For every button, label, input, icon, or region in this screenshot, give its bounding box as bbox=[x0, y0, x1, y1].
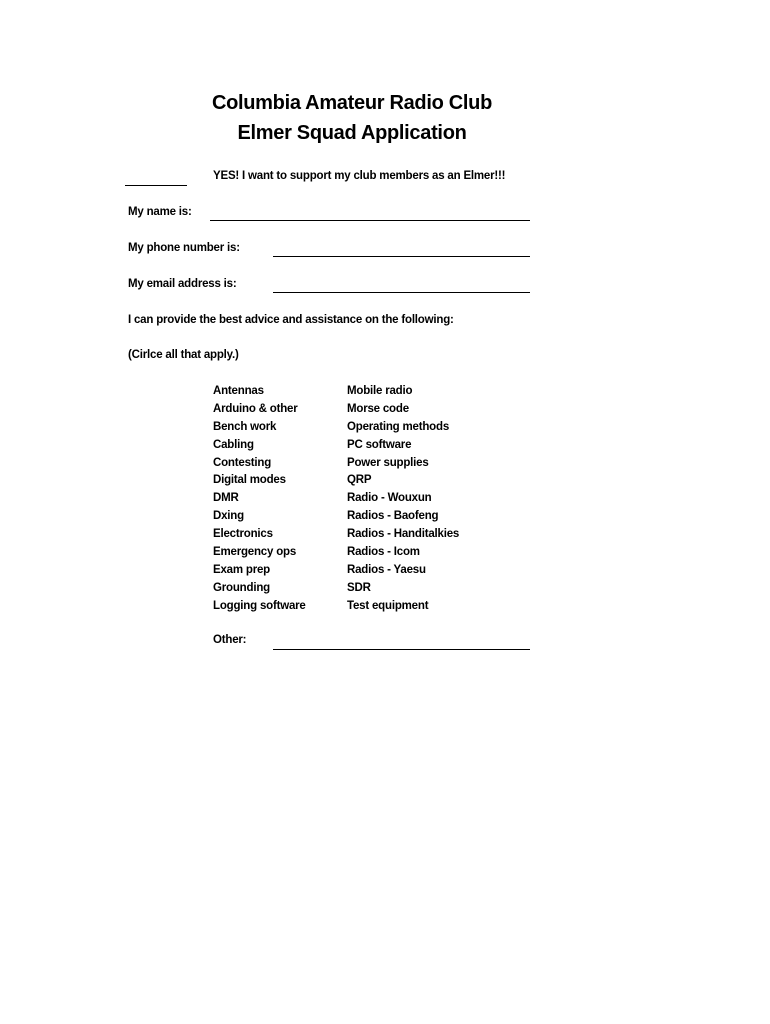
topic-item[interactable]: Electronics bbox=[213, 528, 273, 541]
topic-item[interactable]: Grounding bbox=[213, 581, 270, 594]
topic-item[interactable]: Test equipment bbox=[347, 599, 429, 612]
topic-item[interactable]: Power supplies bbox=[347, 456, 429, 469]
topic-item[interactable]: Radios - Icom bbox=[347, 546, 420, 559]
name-label: My name is: bbox=[128, 206, 192, 218]
email-label: My email address is: bbox=[128, 278, 237, 290]
phone-field[interactable] bbox=[273, 256, 530, 257]
advice-prompt: I can provide the best advice and assistance on the following: bbox=[128, 314, 454, 326]
topic-item[interactable]: Contesting bbox=[213, 456, 272, 469]
yes-checkbox-blank[interactable] bbox=[125, 185, 187, 186]
topic-item[interactable]: Cabling bbox=[213, 438, 254, 451]
yes-statement: YES! I want to support my club members as an Elmer!!! bbox=[213, 170, 506, 182]
circle-instruction: (Cirlce all that apply.) bbox=[128, 349, 239, 361]
topic-item[interactable]: Antennas bbox=[213, 385, 264, 397]
topics-left-column bbox=[213, 383, 306, 616]
topic-item[interactable]: Exam prep bbox=[213, 563, 271, 576]
topic-item[interactable]: Morse code bbox=[347, 402, 409, 415]
name-field[interactable] bbox=[210, 220, 530, 221]
topic-item[interactable]: Radio - Wouxun bbox=[347, 492, 432, 505]
topic-item[interactable]: Digital modes bbox=[213, 474, 286, 487]
phone-label: My phone number is: bbox=[128, 242, 240, 254]
club-name-title: Columbia Amateur Radio Club bbox=[211, 92, 493, 114]
form-title: Elmer Squad Application bbox=[237, 122, 467, 144]
other-field[interactable] bbox=[273, 649, 530, 650]
topic-item[interactable]: Dxing bbox=[213, 510, 244, 523]
topic-item[interactable]: SDR bbox=[347, 581, 371, 594]
topic-item[interactable]: Radios - Yaesu bbox=[347, 563, 426, 576]
topic-item[interactable]: Radios - Handitalkies bbox=[347, 528, 460, 541]
topic-item[interactable]: Mobile radio bbox=[347, 385, 413, 397]
topic-item[interactable]: QRP bbox=[347, 474, 372, 487]
topic-item[interactable]: Bench work bbox=[213, 420, 277, 433]
topic-item[interactable]: Operating methods bbox=[347, 420, 450, 433]
topic-item[interactable]: Arduino & other bbox=[213, 402, 298, 415]
topics-right-column bbox=[347, 383, 459, 616]
topic-item[interactable]: Emergency ops bbox=[213, 546, 297, 559]
topic-item[interactable]: Logging software bbox=[213, 599, 306, 612]
email-field[interactable] bbox=[273, 292, 530, 293]
other-label: Other: bbox=[213, 634, 247, 646]
topic-item[interactable]: DMR bbox=[213, 492, 239, 505]
topic-item[interactable]: Radios - Baofeng bbox=[347, 510, 439, 523]
topic-item[interactable]: PC software bbox=[347, 438, 412, 451]
